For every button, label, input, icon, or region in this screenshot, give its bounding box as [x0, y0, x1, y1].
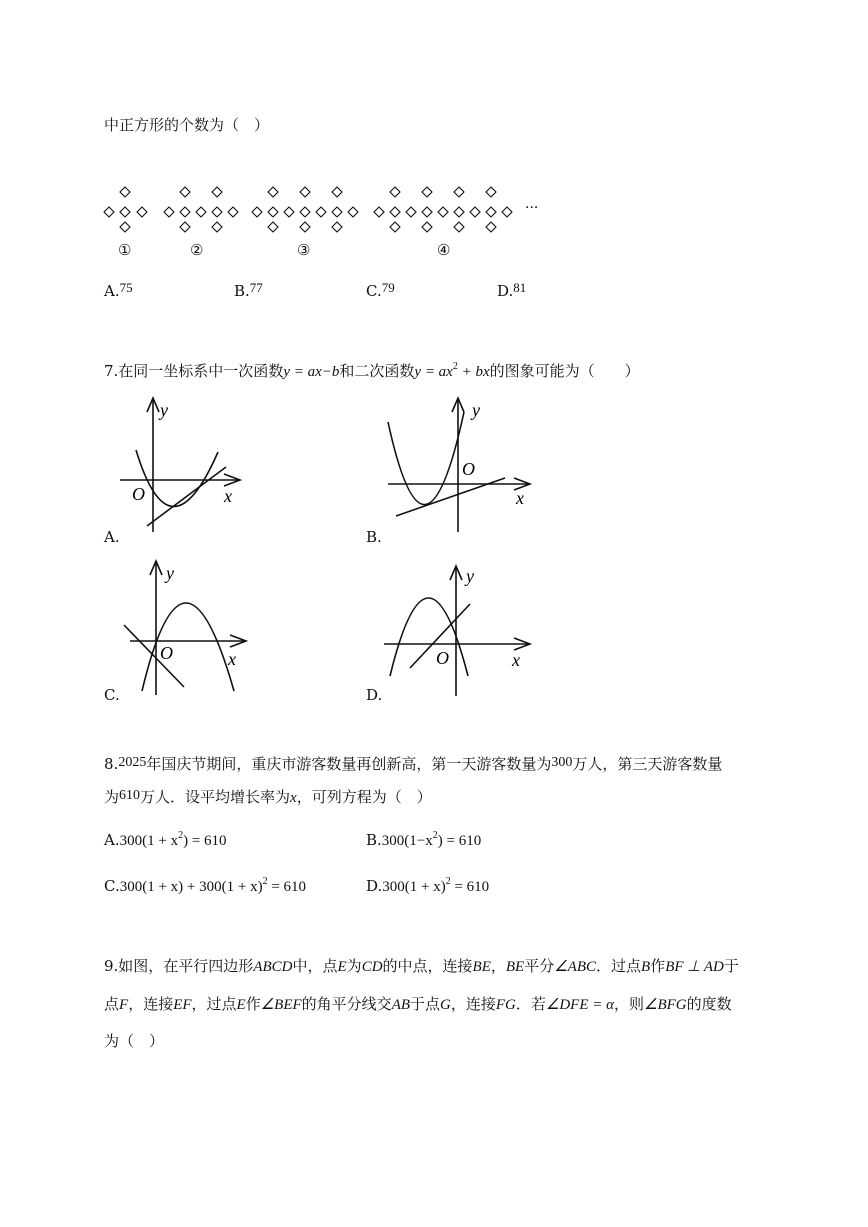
graph-b-label: B.	[366, 528, 382, 546]
graph-a-label: A.	[104, 528, 120, 546]
square	[332, 187, 342, 197]
square	[212, 207, 222, 217]
square	[390, 187, 400, 197]
square	[374, 207, 384, 217]
q6-option-d[interactable]: D.81	[497, 280, 527, 300]
square	[137, 207, 147, 217]
figure-label-3: ③	[297, 241, 311, 259]
square	[120, 187, 130, 197]
square	[268, 222, 278, 232]
figure-label-4: ④	[437, 241, 451, 259]
square	[422, 222, 432, 232]
graph-d-x-label: x	[512, 650, 520, 670]
ellipsis: ···	[525, 200, 539, 216]
q8-stem-line1: 8.2025年国庆节期间，重庆市游客数量再创新高，第一天游客数量为300万人，第三天游客数量	[104, 755, 723, 773]
square	[486, 207, 496, 217]
square	[332, 222, 342, 232]
graph-d[interactable]	[380, 560, 540, 700]
figure-label-1: ①	[118, 241, 132, 259]
square	[486, 222, 496, 232]
graph-c-x-label: x	[228, 649, 236, 669]
graph-c-line	[124, 625, 184, 687]
graph-a-line	[147, 467, 226, 526]
graph-a-origin: O	[132, 484, 145, 504]
graph-a[interactable]	[100, 392, 250, 532]
square	[300, 207, 310, 217]
graph-c-origin: O	[160, 643, 173, 663]
q8-option-b[interactable]: $B.300(1-x^2) = 610$	[366, 830, 482, 849]
square	[454, 187, 464, 197]
figure-label-2: ②	[190, 241, 204, 259]
square	[390, 207, 400, 217]
square	[268, 207, 278, 217]
square	[252, 207, 262, 217]
square	[164, 207, 174, 217]
square	[348, 207, 358, 217]
diamond-pattern-figure	[0, 180, 868, 250]
square	[104, 207, 114, 217]
square	[486, 187, 496, 197]
square	[212, 187, 222, 197]
q9-stem-line1: 9.如图，在平行四边形ABCD中，点E为CD的中点，连接BE，BE平分∠ABC．过点B作BF ⊥ AD于	[104, 957, 739, 975]
square	[284, 207, 294, 217]
graph-c[interactable]	[100, 555, 250, 695]
q8-option-a[interactable]: $A.300(1 + x^2) = 610$	[104, 830, 227, 849]
square	[422, 207, 432, 217]
q6-option-c[interactable]: C.79	[366, 280, 395, 300]
square	[180, 222, 190, 232]
square	[422, 187, 432, 197]
q6-text: 中正方形的个数为（ ）	[104, 116, 270, 134]
square	[300, 187, 310, 197]
square	[454, 207, 464, 217]
square	[120, 222, 130, 232]
graph-d-label: D.	[366, 686, 383, 704]
square	[212, 222, 222, 232]
q6-option-a[interactable]: A.75	[104, 280, 133, 300]
graph-d-y-label: y	[466, 566, 474, 586]
square	[196, 207, 206, 217]
q9-stem-line3: 为（ ）	[104, 1032, 165, 1050]
square	[470, 207, 480, 217]
graph-b[interactable]	[380, 392, 540, 532]
square	[180, 187, 190, 197]
square	[300, 222, 310, 232]
q8-option-d[interactable]: $D.300(1 + x)^2 = 610$	[366, 876, 490, 895]
graph-a-x-label: x	[224, 486, 232, 506]
graph-a-parabola	[136, 450, 218, 507]
graph-b-y-label: y	[472, 400, 480, 420]
q9-stem-line2: 点F，连接EF，过点E作∠BEF的角平分线交AB于点G，连接FG．若∠DFE = α，则∠BFG的度数	[104, 995, 732, 1013]
square	[332, 207, 342, 217]
square	[454, 222, 464, 232]
q8-option-c[interactable]: $C.300(1 + x) + 300(1 + x)^2 = 610$	[104, 876, 307, 895]
square	[438, 207, 448, 217]
graph-a-y-label: y	[160, 400, 168, 420]
square	[316, 207, 326, 217]
graph-c-y-label: y	[166, 563, 174, 583]
graph-b-parabola	[388, 412, 464, 505]
square	[406, 207, 416, 217]
square	[390, 222, 400, 232]
square	[268, 187, 278, 197]
square	[180, 207, 190, 217]
graph-c-label: C.	[104, 686, 120, 704]
q7-stem: 7.在同一坐标系中一次函数y = ax−b和二次函数$y = ax^2$ + bx的图象可能为（ ）	[104, 361, 640, 380]
square	[120, 207, 130, 217]
square	[502, 207, 512, 217]
graph-b-origin: O	[462, 459, 475, 479]
q6-option-b[interactable]: B.77	[234, 280, 263, 300]
q8-stem-line2: 为610万人．设平均增长率为x，可列方程为（ ）	[104, 788, 432, 806]
graph-d-origin: O	[436, 648, 449, 668]
graph-b-x-label: x	[516, 488, 524, 508]
square	[228, 207, 238, 217]
